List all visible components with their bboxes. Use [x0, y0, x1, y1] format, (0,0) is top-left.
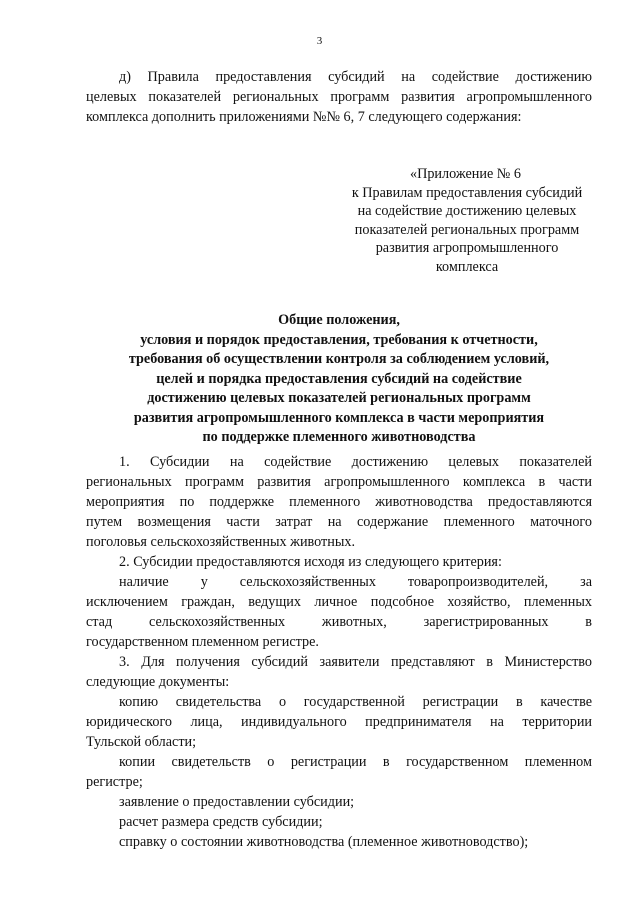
document-item: Тульской области; [86, 734, 197, 750]
heading-line: Общие положения, [278, 312, 400, 328]
appendix-line: развития агропромышленного [375, 240, 559, 256]
section-heading [86, 311, 592, 448]
appendix-line: к Правилам предоставления субсидий [351, 184, 583, 201]
intro-paragraph [86, 67, 592, 127]
intro-line: комплекса дополнить приложениями №№ 6, 7 следующего содержания: [86, 109, 522, 125]
heading-line: целей и порядка предоставления субсидий на содействие [156, 370, 522, 387]
appendix-line: «Приложение № 6 [410, 166, 521, 182]
document-item: копии свидетельств о регистрации в государственном племенном [119, 754, 592, 770]
clause-line: 3. Для получения субсидий заявители представляют в Министерство [119, 654, 592, 670]
appendix-line: комплекса [435, 258, 499, 275]
criterion-line: государственном племенном регистре. [86, 634, 319, 650]
appendix-line: показателей региональных программ [354, 221, 580, 238]
clause-line: 2. Субсидии предоставляются исходя из следующего критерия: [119, 554, 502, 570]
clause-3 [86, 652, 592, 852]
clause-line: мероприятия по поддержке племенного животноводства предоставляются [86, 494, 592, 510]
clause-line: 1. Субсидии на содействие достижению целевых показателей [119, 454, 592, 470]
appendix-line: на содействие достижению целевых [357, 203, 577, 219]
heading-line: требования об осуществлении контроля за соблюдением условий, [128, 351, 550, 367]
document-item: заявление о предоставлении субсидии; [119, 794, 355, 810]
clause-1 [86, 452, 592, 552]
criterion-line: наличие у сельскохозяйственных товаропроизводителей, за [119, 574, 592, 590]
intro-line: д) Правила предоставления субсидий на содействие достижению [119, 69, 592, 85]
heading-line: условия и порядок предоставления, требования к отчетности, [140, 331, 538, 348]
document-item: юридического лица, индивидуального предпринимателя на территории [86, 714, 592, 730]
document-item: регистре; [86, 774, 143, 790]
intro-line: целевых показателей региональных программ развития агропромышленного [86, 89, 592, 105]
heading-line: развития агропромышленного комплекса в части мероприятия [133, 409, 545, 426]
document-item: справку о состоянии животноводства (племенное животноводство); [119, 834, 529, 850]
criterion-line: исключением граждан, ведущих личное подсобное хозяйство, племенных [86, 594, 592, 610]
appendix-reference [336, 165, 598, 276]
clause-line: поголовья сельскохозяйственных животных. [86, 534, 356, 550]
document-item: расчет размера средств субсидии; [119, 814, 323, 830]
heading-line: достижению целевых показателей региональных программ [147, 390, 531, 406]
clause-line: региональных программ развития агропромышленного комплекса в части [86, 474, 592, 490]
criterion-line: стад сельскохозяйственных животных, зарегистрированных в [86, 614, 592, 630]
document-item: копию свидетельства о государственной регистрации в качестве [119, 694, 592, 710]
clause-line: путем возмещения части затрат на содержание племенного маточного [86, 514, 592, 530]
clause-line: следующие документы: [86, 674, 230, 690]
heading-line: по поддержке племенного животноводства [202, 429, 476, 445]
clause-2 [86, 552, 592, 652]
page-number: 3 [316, 35, 323, 47]
